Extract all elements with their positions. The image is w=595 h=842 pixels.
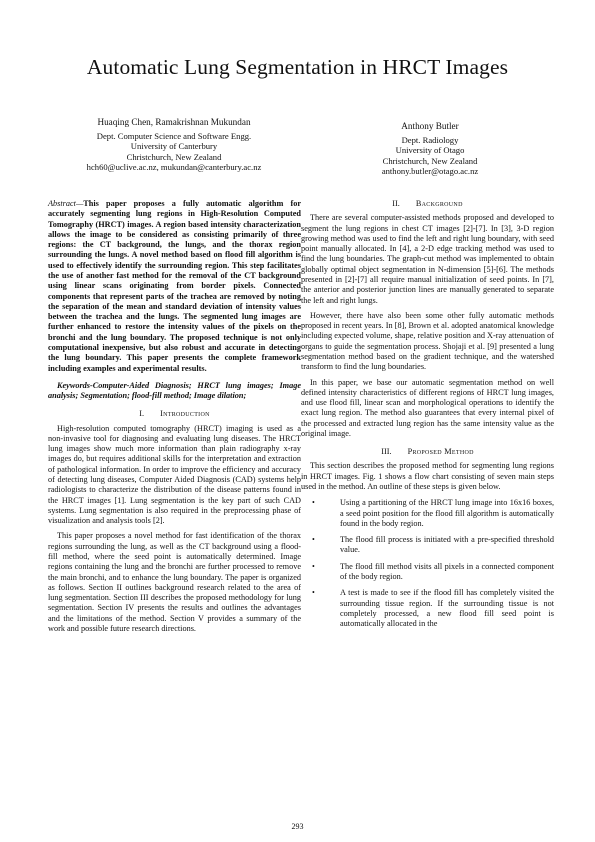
background-paragraph-1: There are several computer-assisted methods proposed and developed to segment the lung regions in chest CT images [2]-[7]. In [3], 3-D region growing method was used to find the left and right lung boundary, with seed point manually allocated. In [4], a 2-D edge tracking method was used to find the lung boundaries. The graph-cut method was implemented to obtain globally optimal object segmentation in N-dimension [5]-[6]. The methods presented in [2]-[7] all require manual initialization of seed points. In [7], the anterior and posterior junction lines are manually generated to separate the left and right lungs. <box>301 213 554 305</box>
author-block-2 <box>318 120 542 177</box>
list-item-text: The flood fill process is initiated with a pre-specified threshold value. <box>340 535 554 555</box>
author-university: University of Otago <box>395 145 465 156</box>
bullet-icon: • <box>312 561 315 571</box>
section-number: II. <box>392 199 400 208</box>
keywords: Keywords-Computer-Aided Diagnosis; HRCT lung images; Image analysis; Segmentation; flood-fill method; Image dilation; <box>48 380 301 401</box>
list-item <box>301 562 554 583</box>
list-item <box>301 588 554 629</box>
section-heading-introduction <box>48 409 301 419</box>
list-item-text: Using a partitioning of the HRCT lung image into 16x16 boxes, a seed point position for the flood fill algorithm is automatically found in the body region. <box>340 498 554 528</box>
bullet-icon: • <box>312 535 315 545</box>
page-number: 293 <box>291 822 304 831</box>
author-department: Dept. Computer Science and Software Engg. <box>96 131 252 141</box>
method-paragraph-1: This section describes the proposed method for segmenting lung regions in HRCT images. Fig. 1 shows a flow chart consisting of seven main steps used in the method. An outline of these steps is given below. <box>301 461 554 492</box>
intro-paragraph-1: High-resolution computed tomography (HRCT) imaging is used as a non-invasive tool for diagnosing and evaluating lung diseases. The HRCT lung images show much more information than plain radiography x-ray images do, but requires additional skills for the interpretation and extraction of pathological information. In order to improve the efficiency and accuracy of detecting lung diseases, Computer Aided Diagnosis (CAD) systems help radiologists to characterize the distribution of the disease patterns found in the HRCT images [1]. Lung segmentation is the key part of such CAD systems. Lung segmentation is also required in the preprocessing phase of visualization and analysis tools [2]. <box>48 423 301 526</box>
section-title: Introduction <box>160 409 210 419</box>
bullet-icon: • <box>312 588 315 598</box>
background-paragraph-3: In this paper, we base our automatic segmentation method on well defined intensity characteristics of different regions of HRCT lung images, and use flood fill, linear scan and morphological operations to identify the exact lung region. The method also guarantees that every internal pixel of the processed and extracted lung region has the same intensity value as the original image. <box>301 377 554 438</box>
section-title: Proposed Method <box>407 447 474 457</box>
author-names: Anthony Butler <box>401 121 459 131</box>
intro-paragraph-2: This paper proposes a novel method for fast identification of the thorax regions surrounding the lung, as well as the CT background using a flood-fill method, where the seed point is automatically determined. Image regions containing the lung and the bronchi are further processed to remove the main bronchi, and to enhance the lung boundary. The paper is organized as follows. Section II outlines background research related to the area of lung segmentation. Section III describes the proposed methodology for lung segmentation. Section IV presents the results and outlines the advantages and the limitations of the method. Section V provides a summary of the work and possible future research directions. <box>48 531 301 633</box>
section-number: III. <box>381 447 392 457</box>
list-item-text: The flood fill method visits all pixels in a connected component of the body region. <box>340 561 554 581</box>
abstract-text: This paper proposes a fully automatic algorithm for accurately segmenting lung regions in High-Resolution Computed Tomography (HRCT) images. A region based intensity characterization allows the image to be considered as consisting primarily of three regions: the CT background, the lungs, and the thorax region surrounding the lungs. A novel method based on flood fill algorithm is used to effectively identify the surrounding region. This step facilitates the use of another fast method for the removal of the CT background using linear scans originating from border pixels. Connected components that represent parts of the trachea are removed by noting the separation of the mean and standard deviation of intensity values between the trachea and the lungs. The segmented lung images are further enhanced to restore the intensity values of the pixels on the bronchi and the lung boundary. The proposed technique is not only computational inexpensive, but also robust and accurate in detecting the lung boundary. This paper presents the complete framework including examples and experimental results. <box>48 199 301 373</box>
author-block-1 <box>40 116 308 173</box>
author-email: anthony.butler@otago.ac.nz <box>381 166 479 177</box>
list-item <box>301 535 554 556</box>
author-location: Christchurch, New Zealand <box>382 155 478 166</box>
right-column <box>301 199 554 635</box>
paper-title: Automatic Lung Segmentation in HRCT Images <box>86 55 509 79</box>
author-university: University of Canterbury <box>130 141 218 152</box>
section-number: I. <box>139 409 145 419</box>
bullet-icon: • <box>312 498 315 508</box>
left-column <box>48 199 301 639</box>
author-location: Christchurch, New Zealand <box>126 151 222 162</box>
author-email: hch60@uclive.ac.nz, mukundan@canterbury.ac.nz <box>86 162 262 173</box>
author-names: Huaqing Chen, Ramakrishnan Mukundan <box>97 117 251 127</box>
section-heading-proposed-method <box>301 447 554 457</box>
abstract <box>48 199 301 374</box>
list-item-text: A test is made to see if the flood fill has completely visited the surrounding tissue region. If the surrounding tissue is not completely processed, a new flood fill seed point is automatically allocated in the <box>340 588 554 629</box>
author-department: Dept. Radiology <box>401 135 459 145</box>
abstract-lead: Abstract— <box>48 199 84 208</box>
method-steps-list <box>301 498 554 629</box>
section-heading-background <box>301 199 554 209</box>
background-paragraph-2: However, there have also been some other fully automatic methods proposed in recent years. In [8], Brown et al. adopted anatomical knowledge including expected volume, shape, relative position and X-ray attenuation of organs to guide the segmentation process. Shojaji et al. [9] presented a lung segmentation method based on the gradient technique, and the watershed transform to find the lung boundaries. <box>301 310 554 372</box>
section-title: Background <box>415 199 463 208</box>
list-item <box>301 498 554 529</box>
